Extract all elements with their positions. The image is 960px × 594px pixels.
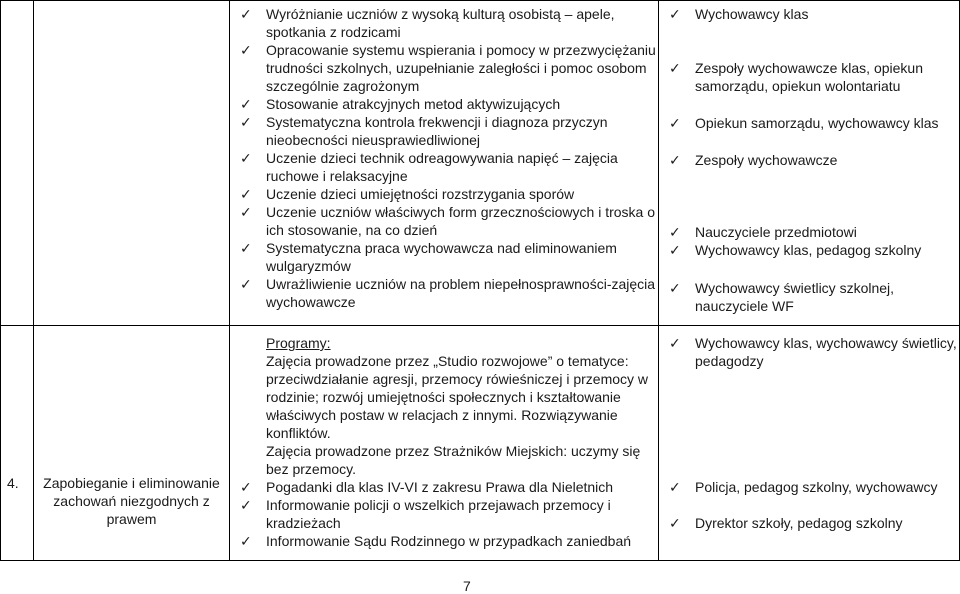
responsible-line: Wychowawcy klas	[695, 6, 809, 22]
check-icon: ✓	[240, 204, 252, 220]
activity-line: Informowanie Sądu Rodzinnego w przypadkach zaniedbań	[266, 533, 632, 549]
check-icon: ✓	[669, 479, 681, 495]
check-icon: ✓	[240, 533, 252, 549]
responsible-line: Policja, pedagog szkolny, wychowawcy	[695, 479, 938, 495]
check-icon: ✓	[669, 280, 681, 296]
row-number: 4.	[7, 475, 19, 491]
check-icon: ✓	[240, 276, 252, 292]
check-icon: ✓	[240, 6, 252, 22]
program-line: Zajęcia prowadzone przez Strażników Miejskich: uczymy się	[266, 443, 641, 459]
row1-number-cell	[1, 1, 34, 326]
activity-line: kradzieżach	[266, 515, 341, 531]
activity-line: ich stosowanie, na co dzień	[266, 222, 438, 238]
area-line: zachowań niezgodnych z	[53, 493, 210, 509]
row1-activities-cell	[230, 1, 659, 326]
responsible-line: Wychowawcy klas, pedagog szkolny	[695, 242, 922, 258]
check-icon: ✓	[240, 42, 252, 58]
area-line: prawem	[106, 511, 157, 527]
activity-line: Pogadanki dla klas IV-VI z zakresu Prawa dla Nieletnich	[266, 479, 614, 495]
activity-line: spotkania z rodzicami	[266, 24, 401, 40]
activity-line: Informowanie policji o wszelkich przejawach przemocy i	[266, 497, 611, 513]
check-icon: ✓	[669, 6, 681, 22]
check-icon: ✓	[240, 96, 252, 112]
activity-line: Opracowanie systemu wspierania i pomocy w przezwyciężaniu	[266, 42, 656, 58]
activity-line: Stosowanie atrakcyjnych metod aktywizujących	[266, 96, 561, 112]
row2-responsible-cell	[659, 326, 960, 561]
responsible-line: pedagodzy	[695, 353, 764, 369]
responsible-line: Zespoły wychowawcze	[695, 152, 838, 168]
responsible-line: Zespoły wychowawcze klas, opiekun	[695, 60, 923, 76]
activity-line: Uczenie uczniów właściwych form grzecznościowych i troska o	[266, 204, 656, 220]
row1-responsible-cell	[659, 1, 960, 326]
check-icon: ✓	[669, 515, 681, 531]
check-icon: ✓	[669, 242, 681, 258]
programs-heading: Programy:	[266, 335, 331, 351]
responsible-line: Nauczyciele przedmiotowi	[695, 224, 857, 240]
area-line: Zapobieganie i eliminowanie	[43, 475, 220, 491]
activity-line: Wyróżnianie uczniów z wysoką kulturą osobistą – apele,	[266, 6, 615, 22]
program-line: bez przemocy.	[266, 461, 356, 477]
program-line: przeciwdziałanie agresji, przemocy rówieśniczej i przemocy w	[266, 371, 649, 387]
check-icon: ✓	[669, 60, 681, 76]
row2-number-cell	[1, 326, 34, 561]
activity-line: wychowawcze	[266, 294, 356, 310]
responsible-line: Opiekun samorządu, wychowawcy klas	[695, 115, 939, 131]
row2-activities-cell	[230, 326, 659, 561]
responsible-line: samorządu, opiekun wolontariatu	[695, 78, 901, 94]
responsible-line: Wychowawcy świetlicy szkolnej,	[695, 280, 895, 296]
activity-line: szczególnie zagrożonym	[266, 78, 420, 94]
activity-line: Uczenie dzieci technik odreagowywania napięć – zajęcia	[266, 150, 618, 166]
check-icon: ✓	[240, 240, 252, 256]
program-line: rodzinie; rozwój umiejętności społecznych i kształtowanie	[266, 389, 621, 405]
check-icon: ✓	[240, 497, 252, 513]
responsible-line: nauczyciele WF	[695, 298, 794, 314]
page-number: 7	[463, 578, 471, 594]
activity-line: ruchowe i relaksacyjne	[266, 168, 408, 184]
activity-line: Uczenie dzieci umiejętności rozstrzygania sporów	[266, 186, 575, 202]
activity-line: Uwrażliwienie uczniów na problem niepełnosprawności-zajęcia	[266, 276, 656, 292]
check-icon: ✓	[240, 479, 252, 495]
program-line: konfliktów.	[266, 425, 331, 441]
activity-line: wulgaryzmów	[266, 258, 351, 274]
activity-line: Systematyczna praca wychowawcza nad eliminowaniem	[266, 240, 617, 256]
responsible-line: Dyrektor szkoły, pedagog szkolny	[695, 515, 903, 531]
program-line: Zajęcia prowadzone przez „Studio rozwojowe” o tematyce:	[266, 353, 629, 369]
activity-line: Systematyczna kontrola frekwencji i diagnoza przyczyn	[266, 114, 608, 130]
check-icon: ✓	[240, 150, 252, 166]
check-icon: ✓	[240, 114, 252, 130]
check-icon: ✓	[669, 224, 681, 240]
row2-area-cell	[34, 326, 230, 561]
row1-area-cell	[34, 1, 230, 326]
responsible-line: Wychowawcy klas, wychowawcy świetlicy,	[695, 335, 957, 351]
check-icon: ✓	[669, 115, 681, 131]
activity-line: nieobecności nieusprawiedliwionej	[266, 132, 481, 148]
activity-line: trudności szkolnych, uzupełnianie zaległości i pomoc osobom	[266, 60, 647, 76]
check-icon: ✓	[240, 186, 252, 202]
program-line: właściwych postaw w relacjach z innymi. Rozwiązywanie	[266, 407, 618, 423]
check-icon: ✓	[669, 335, 681, 351]
check-icon: ✓	[669, 152, 681, 168]
